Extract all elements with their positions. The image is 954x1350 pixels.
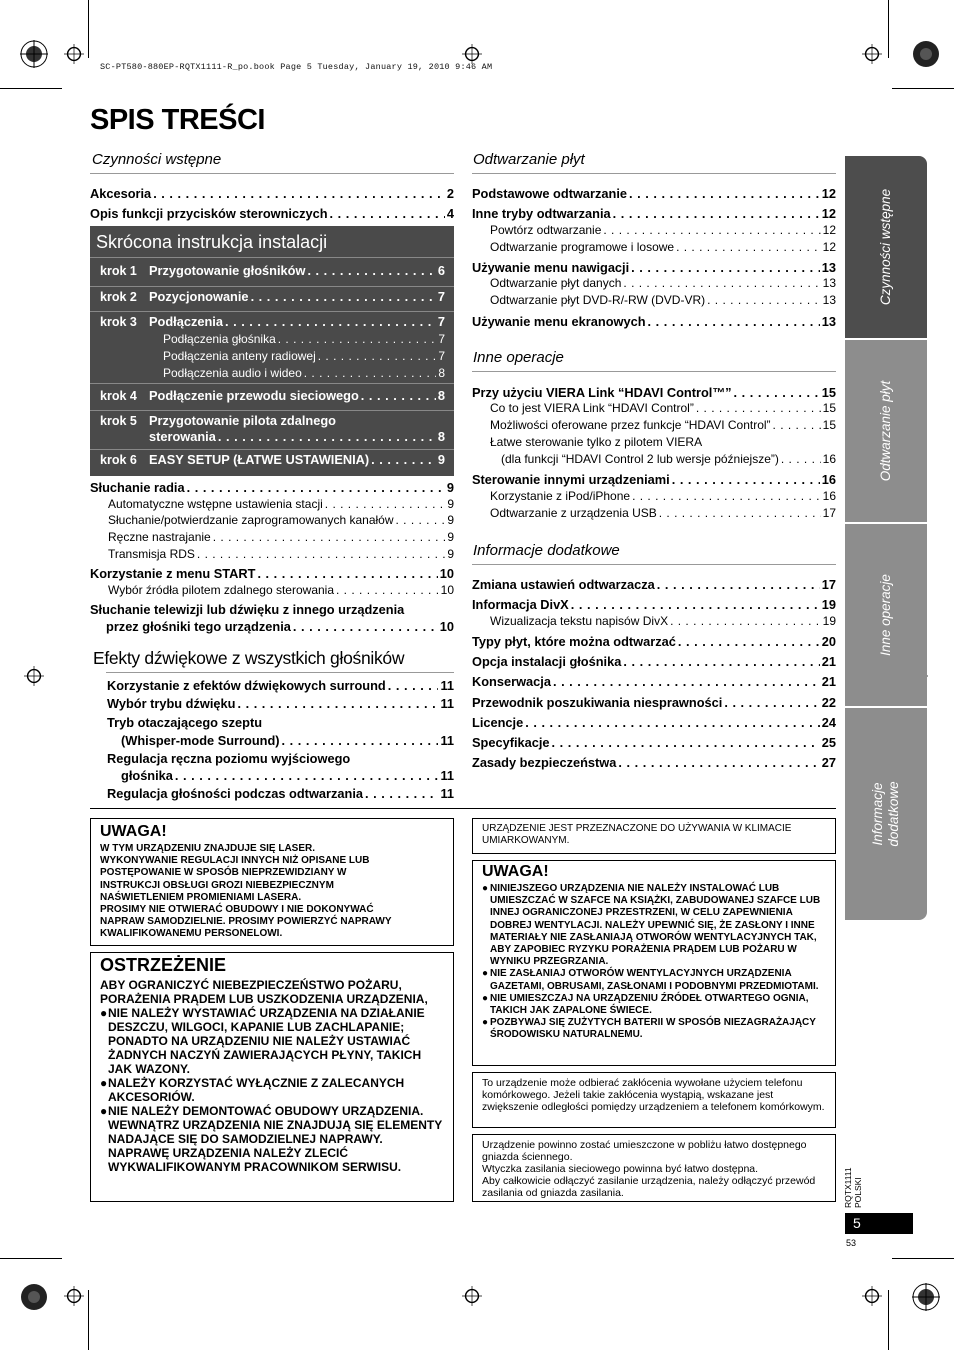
step-label: krok 6 [100, 453, 137, 467]
section-rule [472, 173, 836, 174]
tab-czynnosci-wstepne[interactable]: Czynności wstępne [845, 156, 927, 338]
crop-line [0, 1258, 62, 1259]
registration-mark-bottom-right [912, 1283, 940, 1311]
document-code: RQTX1111 POLSKI [843, 1167, 863, 1208]
toc-entry[interactable]: Regulacja głośności podczas odtwarzania . . . 11 [107, 786, 454, 801]
crosshair-mark-bottom-center [462, 1286, 482, 1306]
step-label: krok 5 [100, 414, 137, 428]
toc-entry[interactable]: sterowania . . . 8 [149, 429, 445, 444]
toc-entry[interactable]: Wybór trybu dźwięku . . . 11 [107, 696, 454, 711]
toc-entry[interactable]: Korzystanie z efektów dźwiękowych surround . . . 11 [107, 678, 454, 693]
toc-entry[interactable]: Korzystanie z menu START . . . 10 [90, 566, 454, 581]
toc-entry[interactable]: Typy płyt, które można odtwarzać . . . 20 [472, 634, 836, 649]
toc-subentry[interactable]: Korzystanie z iPod/iPhone . . . 16 [490, 489, 836, 504]
section-rule [472, 371, 836, 372]
step-label: krok 2 [100, 290, 137, 304]
toc-subentry[interactable]: Możliwości oferowane przez funkcje “HDAVI Control” . . . 15 [490, 418, 836, 433]
warning-text: W TYM URZĄDZENIU ZNAJDUJE SIĘ LASER. WYKONYWANIE REGULACJI INNYCH NIŻ OPISANE LUB POSTĘPOWANIE W SPOSÓB NIEPRZEWIDZIANY W INSTRUKCJI OBSŁUGI GROZI NIEBEZPIECZNYM NAŚWIETLENIEM PROMIENIAMI LASERA. PROSIMY NIE OTWIERAĆ OBUDOWY I NIE DOKONYWAĆ NAPRAW SAMODZIELNIE. PROSIMY POWIERZYĆ NAPRAWY KWALIFIKOWANEMU PERSONELOWI. [100, 843, 392, 940]
step-label: krok 4 [100, 389, 137, 403]
toc-subentry[interactable]: (dla funkcji “HDAVI Control 2 lub wersje późniejsze”) . . . 16 [501, 452, 836, 467]
toc-subentry[interactable]: Powtórz odtwarzanie . . . 12 [490, 223, 836, 238]
toc-entry[interactable]: Akcesoria . . . 2 [90, 186, 454, 201]
section-rule [90, 173, 454, 174]
section-heading-other: Inne operacje [473, 349, 564, 366]
fire-warning-box [90, 952, 454, 1202]
toc-entry[interactable]: Podłączenia . . . 7 [149, 314, 445, 329]
toc-entry[interactable]: Inne tryby odtwarzania . . . 12 [472, 206, 836, 221]
page-title: SPIS TREŚCI [90, 104, 265, 136]
divider [90, 410, 454, 411]
toc-entry-line1[interactable]: Przygotowanie pilota zdalnego [149, 413, 336, 428]
toc-subentry[interactable]: Wizualizacja tekstu napisów DivX . . . 19 [490, 614, 836, 629]
quick-install-box [90, 226, 454, 476]
toc-entry[interactable]: Sterowanie innymi urządzeniami . . . 16 [472, 472, 836, 487]
toc-entry[interactable]: Podłączenie przewodu sieciowego . . . 8 [149, 388, 445, 403]
divider [90, 257, 454, 258]
toc-entry[interactable]: Informacja DivX . . . 19 [472, 597, 836, 612]
warning-title: UWAGA! [100, 823, 167, 840]
section-heading-disc: Odtwarzanie płyt [473, 151, 585, 168]
crop-line [892, 1258, 954, 1259]
interference-note-box: To urządzenie może odbierać zakłócenia wywołane użyciem telefonu komórkowego. Jeżeli takie zakłócenia wystąpią, wskazane jest zwiększenie odległości pomiędzy urządzeniem a telefonem komórkowym. [472, 1072, 836, 1128]
crosshair-mark-top-center [462, 44, 482, 64]
toc-entry-line1[interactable]: Słuchanie telewizji lub dźwięku z innego urządzenia [90, 602, 405, 617]
toc-entry[interactable]: Opis funkcji przycisków sterowniczych . . . 4 [90, 206, 454, 221]
toc-subentry[interactable]: Podłączenia głośnika . . . 7 [163, 332, 445, 347]
toc-entry[interactable]: Zasady bezpieczeństwa . . . 27 [472, 755, 836, 770]
crosshair-mark-bottom-right [862, 1286, 882, 1306]
page-sub-number: 53 [846, 1238, 857, 1248]
warning-title: UWAGA! [482, 863, 549, 880]
section-divider [90, 808, 836, 809]
crop-line [888, 1290, 889, 1350]
tab-odtwarzanie-plyt[interactable]: Odtwarzanie płyt [845, 340, 927, 522]
toc-entry[interactable]: Podstawowe odtwarzanie . . . 12 [472, 186, 836, 201]
toc-entry[interactable]: Słuchanie radia . . . 9 [90, 480, 454, 495]
section-heading-info: Informacje dodatkowe [473, 542, 620, 559]
toc-subentry[interactable]: Odtwarzanie programowe i losowe . . . 12 [490, 240, 836, 255]
registration-mark-top-left [20, 40, 48, 68]
toc-entry[interactable]: głośnika . . . 11 [121, 768, 454, 783]
crosshair-mark-top-right [862, 44, 882, 64]
toc-subentry[interactable]: Podłączenia anteny radiowej . . . 7 [163, 349, 445, 364]
divider [90, 286, 454, 287]
toc-entry[interactable]: Używanie menu ekranowych . . . 13 [472, 314, 836, 329]
toc-subentry[interactable]: Transmisja RDS . . . 9 [108, 547, 454, 562]
tab-informacje-dodatkowe[interactable]: Informacje dodatkowe [845, 708, 927, 920]
toc-subentry[interactable]: Odtwarzanie płyt DVD-R/-RW (DVD-VR) . . . 13 [490, 293, 836, 308]
page-number-badge: 5 [845, 1213, 913, 1234]
section-rule [472, 564, 836, 565]
toc-subentry[interactable]: Słuchanie/potwierdzanie zaprogramowanych kanałów . . . 9 [108, 513, 454, 528]
toc-subentry[interactable]: Odtwarzanie płyt danych . . . 13 [490, 276, 836, 291]
toc-entry[interactable]: (Whisper-mode Surround) . . . 11 [121, 733, 454, 748]
laser-warning-box [90, 818, 454, 946]
quick-install-title: Skrócona instrukcja instalacji [96, 232, 328, 252]
toc-subentry[interactable]: Co to jest VIERA Link “HDAVI Control” . . . 15 [490, 401, 836, 416]
divider [90, 311, 454, 312]
power-note-box: Urządzenie powinno zostać umieszczone w pobliżu łatwo dostępnego gniazda ściennego. Wtyczka zasilania sieciowego powinna być łatwo dostępna. Aby całkowicie odłączyć zasilanie urządzenia, należy odłączyć przewód zasilania od gniazda zasilania. [472, 1134, 836, 1202]
toc-subentry[interactable]: Odtwarzanie z urządzenia USB . . . 17 [490, 506, 836, 521]
toc-subentry[interactable]: Ręczne nastrajanie . . . 9 [108, 530, 454, 545]
warning-text: ABY OGRANICZYĆ NIEBEZPIECZEŃSTWO POŻARU, PORAŻENIA PRĄDEM LUB USZKODZENIA URZĄDZENIA, ● NIE NALEŻY WYSTAWIAĆ URZĄDZENIA NA DZIAŁANIE DESZCZU, WILGOCI, KAPANIE LUB ZACHLAPANIE; PONADTO NA URZĄDZENIU NIE NALEŻY USTAWIAĆ ŻADNYCH NACZYŃ ZAWIERAJĄCYCH PŁYNY, TAKICH JAK WAZONY. ● NALEŻY KORZYSTAĆ WYŁĄCZNIE Z ZALECANYCH AKCESORIÓW. ● NIE NALEŻY DEMONTOWAĆ OBUDOWY URZĄDZENIA. WEWNĄTRZ URZĄDZENIA NIE ZNAJDUJĄ SIĘ ELEMENTY NADAJĄCE SIĘ DO SAMODZIELNEJ NAPRAWY. NAPRAWĘ URZĄDZENIA NALEŻY ZLECIĆ WYKWALIFIKOWANYM PRACOWNIKOM SERWISU. [100, 978, 443, 1174]
registration-mark-bottom-left [20, 1283, 48, 1311]
divider [90, 449, 454, 450]
toc-entry[interactable]: Opcja instalacji głośnika . . . 21 [472, 654, 836, 669]
crop-line [88, 0, 89, 58]
toc-entry[interactable]: Przewodnik poszukiwania niesprawności . . . 22 [472, 695, 836, 710]
toc-subentry[interactable]: Automatyczne wstępne ustawienia stacji . . . 9 [108, 497, 454, 512]
book-print-header: SC-PT580-880EP-RQTX1111-R_po.book Page 5 Tuesday, January 19, 2010 9:46 AM [100, 62, 493, 72]
crop-line [88, 1290, 89, 1350]
crop-line [888, 0, 889, 58]
warning-title: OSTRZEŻENIE [100, 955, 227, 975]
registration-mark-top-right [912, 40, 940, 68]
toc-entry[interactable]: EASY SETUP (ŁATWE USTAWIENIA) . . . 9 [149, 452, 445, 467]
climate-note-box: URZĄDZENIE JEST PRZEZNACZONE DO UŻYWANIA W KLIMACIE UMIARKOWANYM. [472, 818, 836, 854]
step-label: krok 3 [100, 315, 137, 329]
section-heading-prelim: Czynności wstępne [92, 151, 222, 168]
toc-entry[interactable]: Konserwacja . . . 21 [472, 674, 836, 689]
toc-entry[interactable]: Pozycjonowanie . . . 7 [149, 289, 445, 304]
toc-entry-line1[interactable]: Regulacja ręczna poziomu wyjściowego [107, 751, 351, 766]
toc-subentry[interactable]: Wybór źródła pilotem zdalnego sterowania . . . 10 [108, 583, 454, 598]
effects-section-title: Efekty dźwiękowe z wszystkich głośników [93, 648, 405, 668]
step-label: krok 1 [100, 264, 137, 278]
toc-entry[interactable]: Zmiana ustawień odtwarzacza . . . 17 [472, 577, 836, 592]
toc-entry-line1[interactable]: Tryb otaczającego szeptu [107, 715, 263, 730]
tab-inne-operacje[interactable]: Inne operacje [845, 524, 927, 706]
toc-subentry[interactable]: Podłączenia audio i wideo . . . 8 [163, 366, 445, 381]
toc-entry[interactable]: przez głośniki tego urządzenia . . . 10 [106, 619, 454, 634]
toc-entry[interactable]: Specyfikacje . . . 25 [472, 735, 836, 750]
crosshair-mark-mid-left [24, 666, 44, 686]
crosshair-mark-bottom-left [64, 1286, 84, 1306]
section-rule [106, 672, 454, 673]
toc-subentry-line1[interactable]: Łatwe sterowanie tylko z pilotem VIERA [490, 435, 703, 449]
crop-line [0, 88, 62, 89]
ventilation-warning-box [472, 860, 836, 1066]
crop-line [892, 88, 954, 89]
toc-entry[interactable]: Przygotowanie głośników . . . 6 [149, 263, 445, 278]
warning-text: ● NINIEJSZEGO URZĄDZENIA NIE NALEŻY INSTALOWAĆ LUB UMIESZCZAĆ W SZAFCE NA KSIĄŻKI, ZABUDOWANEJ SZAFCE LUB INNEJ OGRANICZONEJ PRZESTRZENI, W CELU ZAPEWNIENIA DOBREJ WENTYLACJI. NALEŻY UPEWNIĆ SIĘ, ŻE ZASŁONY I INNE MATERIAŁY NIE ZASŁANIAJĄ OTWORÓW WENTYLACYJNYCH TAK, ABY ZAPOBIEC RYZYKU PORAŻENIA PRĄDEM LUB POŻARU W WYNIKU PRZEGRZANIA. ● NIE ZASŁANIAJ OTWORÓW WENTYLACYJNYCH URZĄDZENIA GAZETAMI, OBRUSAMI, ZASŁONAMI I PODOBNYMI PRZEDMIOTAMI. ● NIE UMIESZCZAJ NA URZĄDZENIU ŹRÓDEŁ OTWARTEGO OGNIA, TAKICH JAK ZAPALONE ŚWIECE. ● POZBYWAJ SIĘ ZUŻYTYCH BATERII W SPOSÓB NIEZAGRAŻAJĄCY ŚRODOWISKU NATURALNEMU. [482, 883, 821, 1041]
toc-entry[interactable]: Licencje . . . 24 [472, 715, 836, 730]
divider [90, 383, 454, 384]
toc-entry[interactable]: Przy użyciu VIERA Link “HDAVI Control™” . . . 15 [472, 385, 836, 400]
crosshair-mark-top-left [64, 44, 84, 64]
toc-entry[interactable]: Używanie menu nawigacji . . . 13 [472, 260, 836, 275]
